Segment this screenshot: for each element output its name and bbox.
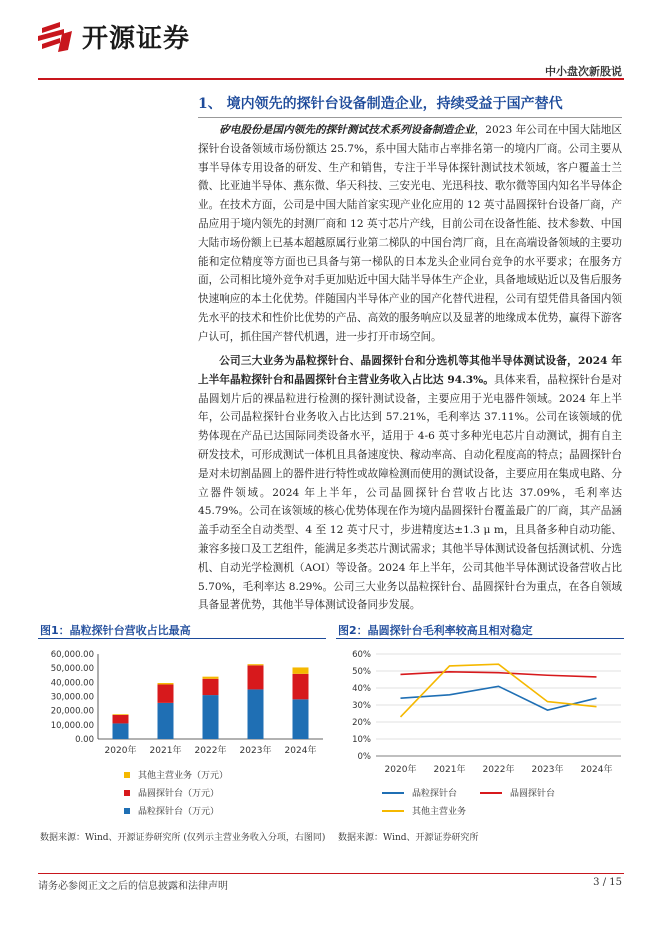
y-tick-label: 20% — [352, 718, 371, 728]
y-tick-label: 10,000.00 — [50, 720, 94, 731]
y-tick-label: 50,000.00 — [50, 664, 94, 675]
paragraph-1-lead: 矽电股份是国内领先的探针测试技术系列设备制造企业 — [219, 124, 475, 136]
section-divider — [198, 117, 622, 118]
bar-die — [113, 723, 129, 739]
x-tick-label: 2024年 — [580, 765, 613, 775]
legend-line-swatch-die — [382, 792, 404, 794]
legend-line-swatch-other — [382, 810, 404, 812]
legend-line-other — [382, 804, 466, 817]
bar-other — [293, 667, 309, 673]
figure-2-title: 图2：晶圆探针台毛利率较高且相对稳定 — [338, 624, 533, 637]
y-tick-label: 50% — [352, 667, 371, 677]
paragraph-company-overview — [198, 121, 622, 347]
x-tick-label: 2021年 — [149, 746, 182, 756]
paragraph-business-lines — [198, 352, 622, 615]
brand-name: 开源证券 — [82, 24, 191, 54]
legend-line-label-die: 晶粒探针台 — [412, 789, 458, 799]
bar-other — [203, 677, 219, 679]
bar-die — [248, 689, 264, 739]
brand-logo — [38, 18, 190, 55]
y-tick-label: 40% — [352, 684, 371, 694]
legend-other — [124, 768, 228, 781]
y-tick-label: 30% — [352, 701, 371, 711]
line-die — [401, 686, 597, 710]
x-tick-label: 2023年 — [531, 765, 564, 775]
header-divider — [38, 78, 624, 80]
bar-wafer — [158, 684, 174, 702]
x-tick-label: 2022年 — [482, 765, 515, 775]
page-number: 3 / 15 — [593, 877, 622, 888]
x-tick-label: 2022年 — [194, 746, 227, 756]
bar-other — [158, 683, 174, 684]
legend-swatch-wafer — [124, 790, 130, 796]
legend-swatch-other — [124, 772, 130, 778]
y-tick-label: 40,000.00 — [50, 678, 94, 689]
bar-other — [113, 714, 129, 715]
line-wafer — [401, 672, 597, 677]
legend-line-label-wafer: 晶圆探针台 — [510, 789, 556, 799]
legend-die — [124, 804, 219, 817]
legend-swatch-die — [124, 808, 130, 814]
y-tick-label: 60% — [352, 650, 371, 660]
section-title: 1、 境内领先的探针台设备制造企业，持续受益于国产替代 — [198, 96, 563, 112]
x-tick-label: 2024年 — [284, 746, 317, 756]
figure-1-title: 图1：晶粒探针台营收占比最高 — [40, 624, 191, 637]
figure-1-source: 数据来源：Wind、开源证券研究所 (仅列示主营业务收入分项，右图同) — [40, 833, 326, 843]
legend-label-wafer: 晶圆探针台（万元） — [138, 789, 220, 799]
footer-disclaimer: 请务必参阅正文之后的信息披露和法律声明 — [38, 881, 228, 892]
x-tick-label: 2021年 — [433, 765, 466, 775]
legend-line-wafer — [480, 786, 555, 799]
line-chart — [336, 642, 626, 782]
bar-wafer — [203, 679, 219, 695]
y-tick-label: 0% — [357, 752, 371, 762]
x-tick-label: 2020年 — [104, 746, 137, 756]
y-tick-label: 60,000.00 — [50, 650, 94, 660]
bar-other — [248, 664, 264, 665]
legend-label-other: 其他主营业务（万元） — [138, 771, 229, 781]
paragraph-1-text: ，2023 年公司在中国大陆地区探针台设备领域市场份额达 25.7%，系中国大陆市占率排名第一的境内厂商。公司主要从事半导体专用设备的研发、生产和销售，专注于半导体探针测试技术领域，客户覆盖士兰微、比亚迪半导体、燕东微、华天科技、三安光电、光迅科技、歌尔微等国内知名半导体企业。在技术方面，公司是中国大陆首家实现产业化应用的 12 英寸晶圆探针台设备厂商，产品应用于境内领先的封测厂商和 12 英寸芯片产线，目前公司在设备性能、技术参数、中国大陆市场份额上已基本超越原属行业第二梯队的中国台湾厂商，且在高端设备领域的主要功能和定位精度等方面也已具备与第一梯队的日本龙头企业同台竞争的水平要求；在服务方面，公司相比境外竞争对手更加贴近中国大陆半导体生产企业，具备地域贴近以及售后服务快速响应的本土化优势。伴随国内半导体产业的国产化替代进程，公司有望凭借具备国内领先水平的技术和性价比优势的产品、高效的服务响应以及显著的地缘成本优势，赢得下游客户认可，抓住国产替代机遇，进一步打开市场空间。 — [198, 124, 623, 343]
legend-wafer — [124, 786, 219, 799]
y-tick-label: 10% — [352, 735, 371, 745]
footer-divider — [38, 873, 624, 874]
y-tick-label: 0.00 — [75, 735, 94, 745]
legend-label-die: 晶粒探针台（万元） — [138, 807, 220, 817]
bar-wafer — [248, 665, 264, 689]
bar-die — [293, 699, 309, 739]
bar-wafer — [113, 715, 129, 724]
bar-die — [203, 695, 219, 739]
bar-die — [158, 703, 174, 739]
x-tick-label: 2020年 — [384, 765, 417, 775]
figure-2-divider — [336, 638, 624, 639]
bar-wafer — [293, 674, 309, 700]
report-series-tag: 中小盘次新股说 — [545, 65, 622, 78]
figure-2-source: 数据来源：Wind、开源证券研究所 — [338, 833, 479, 843]
legend-line-swatch-wafer — [480, 792, 502, 794]
figure-2-chart — [336, 642, 626, 786]
paragraph-2-text: 具体来看，晶粒探针台是对晶圆划片后的裸晶粒进行检测的探针测试设备，主要应用于光电器件领域。2024 年上半年，公司晶粒探针台业务收入占比达到 57.21%，毛利率达 37.11%。公司在该领域的优势体现在产品已达国际同类设备水平，适用于 4-6 英寸多种光电芯片自动测试，拥有自主研发技术，可形成测试一体机且具备速度快、稼动率高、自动化程度高的特点；晶圆探针台是对未切割晶圆上的器件进行特性或故障检测而使用的测试设备，主要应用在集成电路、分立器件领域。2024 年上半年，公司晶圆探针台营收占比达 37.09%，毛利率达 45.79%。公司在该领域的核心优势体现在作为境内晶圆探针台覆盖最广的厂商，其产品涵盖手动至全自动类型、4 至 12 英寸尺寸，步进精度达±1.3 μ m，且具备多种自动功能、兼容多接口及工艺组件，能满足多类芯片测试需求；其他半导体测试设备包括测试机、分选机、自动光学检测机（AOI）等设备。2024 年上半年，公司其他半导体测试设备营收占比 5.70%，毛利率达 8.29%。公司三大业务以晶粒探针台、晶圆探针台为重点，在各自领域具备显著优势，其他半导体测试设备同步发展。 — [198, 373, 623, 612]
y-tick-label: 20,000.00 — [50, 706, 94, 717]
legend-line-die — [382, 786, 457, 799]
paragraph-2-lead: 公司三大业务为晶粒探针台、晶圆探针台和分选机等其他半导体测试设备，2024 年上半年晶粒探针台和晶圆探针台主营业务收入占比达 94.3%。 — [198, 355, 622, 386]
figure-1-divider — [38, 638, 326, 639]
brand-logo-icon — [38, 20, 74, 54]
legend-line-label-other: 其他主营业务 — [412, 807, 467, 817]
x-tick-label: 2023年 — [239, 746, 272, 756]
y-tick-label: 30,000.00 — [50, 692, 94, 703]
